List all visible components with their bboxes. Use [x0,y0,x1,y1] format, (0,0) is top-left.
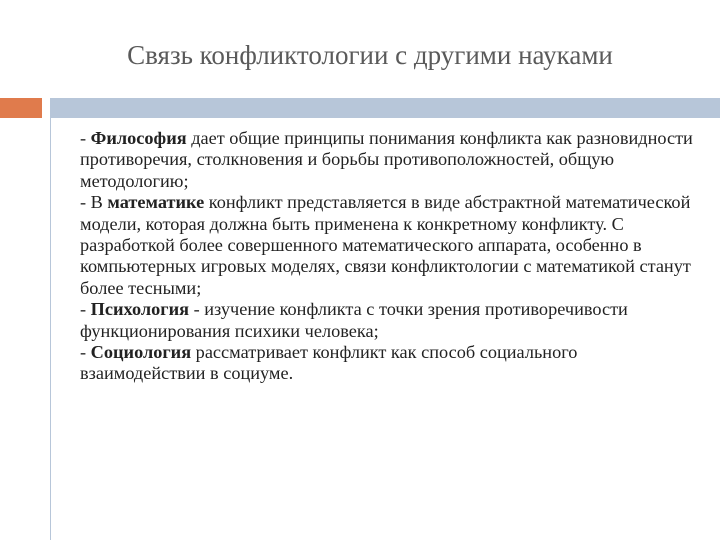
term-philosophy: Философия [90,128,187,148]
paragraph-philosophy [80,128,700,192]
paragraph-prefix: - [80,128,91,148]
paragraph-psychology [80,299,700,342]
term-sociology: Социология [90,342,192,363]
accent-block-orange [0,98,42,118]
paragraph-text: дает общие принципы понимания конфликта как разновидности противоречия, столкновения и борьбы противоположностей, общую методологию; [80,128,693,191]
paragraph-text: - изучение конфликта с точки зрения противоречивости функционирования психики человека; [80,299,628,341]
paragraph-prefix: - В [80,192,108,213]
header-accent-bar [0,98,720,118]
paragraph-prefix: - [80,342,91,363]
term-mathematics: математике [107,192,205,213]
paragraph-text: конфликт представляется в виде абстрактной математической модели, которая должна быть применена к конкретному конфликту. С разработкой более совершенного математического аппарата, особенно в компьютерных игровых моделях, связи конфликтологии с математикой станут более тесными; [80,192,691,298]
slide-body [80,128,700,385]
paragraph-mathematics [80,192,700,299]
term-psychology: Психология [90,299,190,320]
paragraph-prefix: - [80,299,91,320]
paragraph-sociology [80,342,700,385]
left-vertical-rule [50,118,51,540]
accent-band-blue [50,98,720,118]
slide-title: Связь конфликтологии с другими науками [127,40,613,70]
paragraph-text: рассматривает конфликт как способ социального взаимодействии в социуме. [80,342,578,384]
